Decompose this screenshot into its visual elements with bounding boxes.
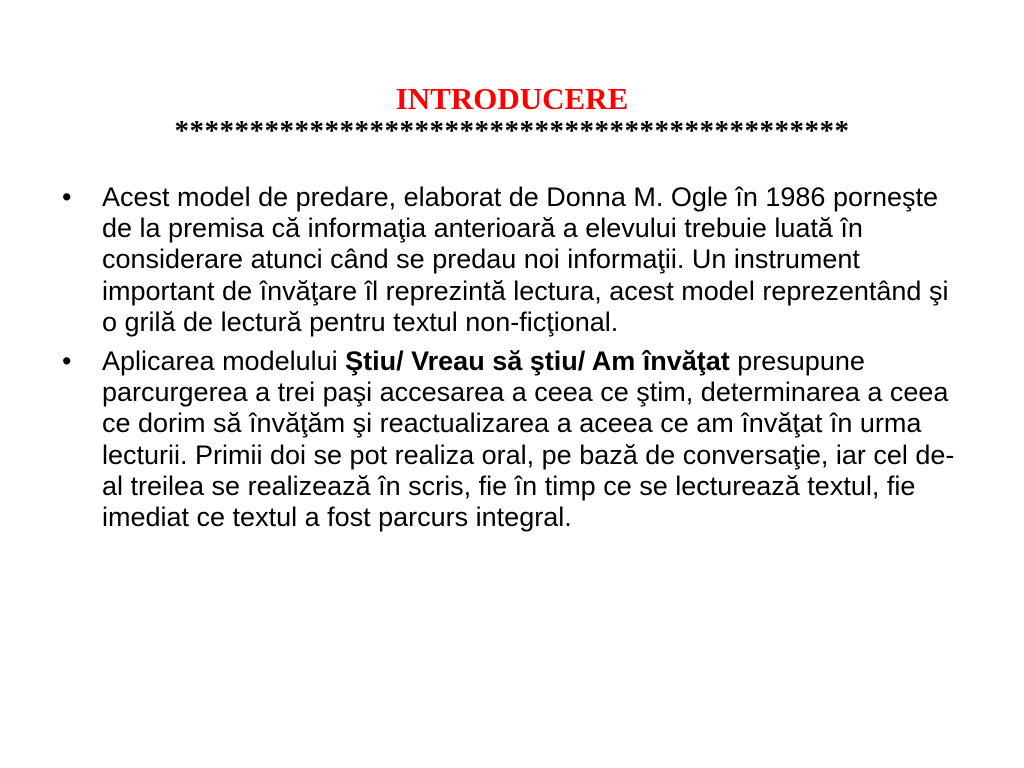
bullet-text bbox=[102, 346, 960, 533]
bullet-text-intro: Aplicarea modelului bbox=[102, 346, 346, 377]
bullet-item bbox=[60, 182, 960, 338]
bullet-dot: • bbox=[62, 182, 72, 212]
slide-title: INTRODUCERE bbox=[395, 81, 629, 116]
bullet-text-rest: presupune parcurgerea a trei paşi accesarea a ceea ce ştim, determinarea a ceea ce dorim să învăţăm şi reactualizarea a aceea ce am învăţat în urma lecturii. Primii doi se pot realiza oral, pe bază de conversaţie, iar cel de-al treilea se realizează în scris, fie în timp ce se lecturează textul, fie imediat ce textul a fost parcurs integral. bbox=[102, 346, 955, 533]
model-name-bold: Ştiu/ Vreau să ştiu/ Am învăţat bbox=[345, 346, 730, 377]
title-block bbox=[0, 82, 1024, 146]
asterisk-separator: ********************************************* bbox=[174, 115, 850, 147]
bullet-text: Acest model de predare, elaborat de Donna M. Ogle în 1986 porneşte de la premisa că informaţia anterioară a elevului trebuie luată în considerare atunci când se predau noi informaţii. Un instrument important de învăţare îl reprezintă lectura, acest model reprezentând şi o grilă de lectură pentru textul non-ficţional. bbox=[102, 182, 949, 337]
bullet-item bbox=[60, 346, 960, 533]
bullet-list bbox=[60, 182, 960, 541]
bullet-dot: • bbox=[62, 346, 72, 377]
